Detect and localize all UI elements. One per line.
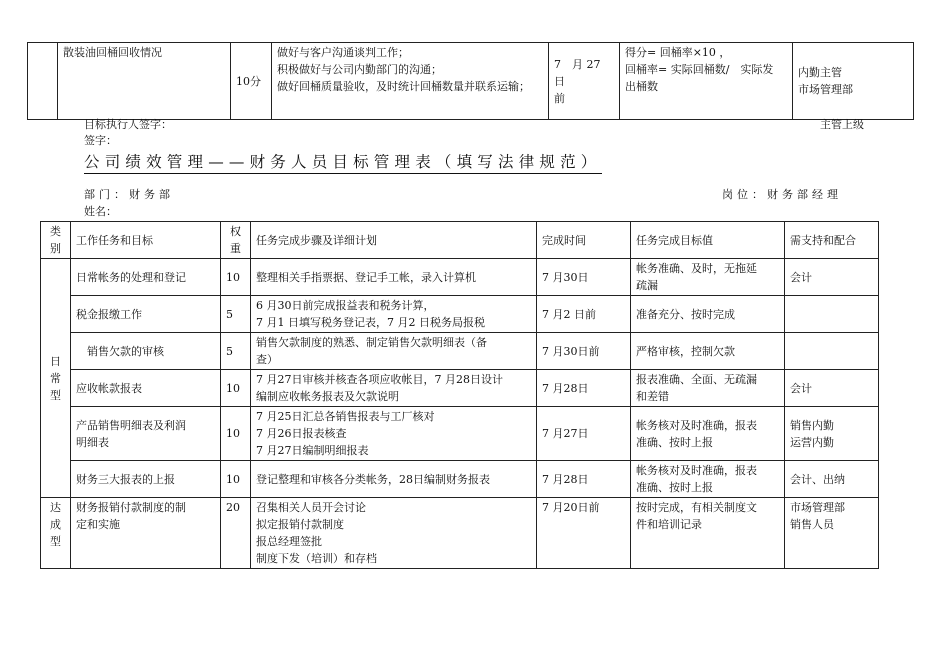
empty-category-cell [28,43,58,120]
page-title: 公司绩效管理——财务人员目标管理表（填写法律规范） [84,150,602,174]
cell-line: 别 [50,242,61,255]
cell-line: 重 [230,242,241,255]
cell-line: 定和实施 [76,518,120,531]
cell-line: 帐务核对及时准确，报表 [636,464,757,477]
table-row [41,461,879,498]
cell-line: 型 [50,535,61,548]
cell-line: 拟定报销付款制度 [256,518,344,531]
sign-label: 签字： [84,134,117,147]
table-row [41,296,879,333]
weight-cell: 10 [221,461,251,498]
target-cell: 得分= 回桶率×10 ， 回桶率= 实际回桶数/ 实际发 出桶数 [620,43,793,120]
cell-line: 帐务准确、及时，无拖延 [636,262,757,275]
cell-line: 7 月27日编制明细报表 [256,444,369,457]
cell-line: 帐务核对及时准确，报表 [636,418,757,432]
target-cell [631,461,785,498]
department-label: 部门：财务部 [84,188,174,201]
table-row [41,407,879,461]
cell-line: 7 月1 日填写税务登记表，7 月2 日税务局报税 [256,316,485,329]
table-row [41,498,879,569]
deadline-cell: 7 月28日 [537,461,631,498]
deadline-cell: 7 月 27 日 前 [549,43,620,120]
task-cell [71,370,221,407]
cell-line: 准备充分、按时完成 [636,307,735,321]
category-cell [41,259,71,498]
steps-cell [251,498,537,569]
task-cell [71,498,221,569]
goal-management-table [40,221,879,569]
weight-cell: 10分 [231,43,272,120]
category-cell [41,498,71,569]
cell-line: 7 月25日汇总各销售报表与工厂核对 [256,410,435,423]
cell-line: 和差错 [636,390,669,403]
task-cell [71,461,221,498]
cell-line: 6 月30日前完成报益表和税务计算， [256,299,435,312]
steps-cell: 做好与客户沟通谈判工作； 积极做好与公司内勤部门的沟通； 做好回桶质量验收，及时统计回桶数量并联系运输； [272,43,549,120]
executor-signature-label: 目标执行人签字： [84,118,172,131]
cell-line: 准确、按时上报 [636,481,713,494]
cell-line: 按时完成，有相关制度文 [636,501,757,514]
cell-line: 明细表 [76,435,109,449]
support-cell [785,498,879,569]
cell-line: 销售欠款制度的熟悉、制定销售欠款明细表（备 [256,336,487,349]
cell-line: 财务报销付款制度的制 [76,501,186,514]
weight-cell: 10 [221,407,251,461]
cell-line: 召集相关人员开会讨论 [256,501,366,514]
deadline-cell: 7 月28日 [537,370,631,407]
cell-line: 类 [50,225,61,238]
deadline-cell: 7 月2 日前 [537,296,631,333]
target-cell [631,498,785,569]
cell-line: 报总经理签批 [256,535,322,548]
header-task: 工作任务和目标 [71,222,221,259]
cell-line: 权 [230,225,241,238]
deadline-cell: 7 月27日 [537,407,631,461]
weight-cell: 10 [221,370,251,407]
support-cell: 内勤主管 市场管理部 [793,43,914,120]
cell-line: 销售人员 [790,518,834,531]
weight-cell: 5 [221,296,251,333]
header-steps: 任务完成步骤及详细计划 [251,222,537,259]
steps-cell [251,407,537,461]
cell-line: 成 [50,518,61,531]
cell-line: 产品销售明细表及利润 [76,418,186,432]
cell-line: 销售内勤 [790,418,834,432]
header-target: 任务完成目标值 [631,222,785,259]
table-header-row [41,222,879,259]
position-label: 岗位：财务部经理 [722,188,842,201]
target-cell [631,296,785,333]
cell-line: 日常帐务的处理和登记 [76,270,186,284]
steps-cell [251,296,537,333]
header-deadline: 完成时间 [537,222,631,259]
previous-table-continuation [27,42,914,120]
cell-line: 准确、按时上报 [636,435,713,449]
cell-line: 税金报缴工作 [76,307,142,321]
cell-line: 报表准确、全面、无疏漏 [636,373,757,386]
cell-line: 会计 [790,270,812,284]
cell-line: 制度下发（培训）和存档 [256,552,377,565]
cell-line: 达 [50,501,61,514]
support-cell [785,461,879,498]
table-row [41,370,879,407]
cell-line: 应收帐款报表 [76,381,142,395]
steps-cell [251,333,537,370]
cell-line: 会计、出纳 [790,472,845,486]
cell-line: 编制应收帐务报表及欠款说明 [256,390,399,403]
task-cell: 散装油回桶回收情况 [58,43,231,120]
target-cell [631,333,785,370]
cell-line: 日 [50,354,61,368]
deadline-cell: 7 月30日前 [537,333,631,370]
deadline-cell: 7 月20日前 [537,498,631,569]
task-cell [71,259,221,296]
task-cell [71,296,221,333]
header-weight [221,222,251,259]
support-cell [785,259,879,296]
task-cell [71,333,221,370]
weight-cell: 10 [221,259,251,296]
support-cell [785,370,879,407]
superior-signature-label: 主管上级 [820,118,864,131]
task-cell [71,407,221,461]
deadline-cell: 7 月30日 [537,259,631,296]
target-cell [631,407,785,461]
target-cell [631,370,785,407]
cell-line: 7 月26日报表核查 [256,427,347,440]
cell-line: 市场管理部 [790,501,845,514]
cell-line: 件和培训记录 [636,518,702,531]
cell-line: 运营内勤 [790,435,834,449]
cell-line: 7 月27日审核并核查各项应收帐目，7 月28日设计 [256,373,503,386]
cell-line: 型 [50,388,61,402]
weight-cell: 5 [221,333,251,370]
cell-line: 疏漏 [636,279,658,292]
target-cell [631,259,785,296]
cell-line: 严格审核，控制欠款 [636,344,735,358]
cell-line: 常 [50,371,61,385]
cell-line: 整理相关手指票据、登记手工帐，录入计算机 [256,270,476,284]
header-category [41,222,71,259]
cell-line: 查） [256,353,278,366]
cell-line: 登记整理和审核各分类帐务，28日编制财务报表 [256,472,490,486]
cell-line: 会计 [790,381,812,395]
support-cell [785,296,879,333]
cell-line: 财务三大报表的上报 [76,472,175,486]
cell-line: 销售欠款的审核 [76,344,164,358]
support-cell [785,407,879,461]
table-row [41,259,879,296]
table-row [28,43,914,120]
header-support: 需支持和配合 [785,222,879,259]
name-label: 姓名： [84,205,117,218]
table-row [41,333,879,370]
steps-cell [251,461,537,498]
support-cell [785,333,879,370]
weight-cell: 20 [221,498,251,569]
steps-cell [251,259,537,296]
steps-cell [251,370,537,407]
